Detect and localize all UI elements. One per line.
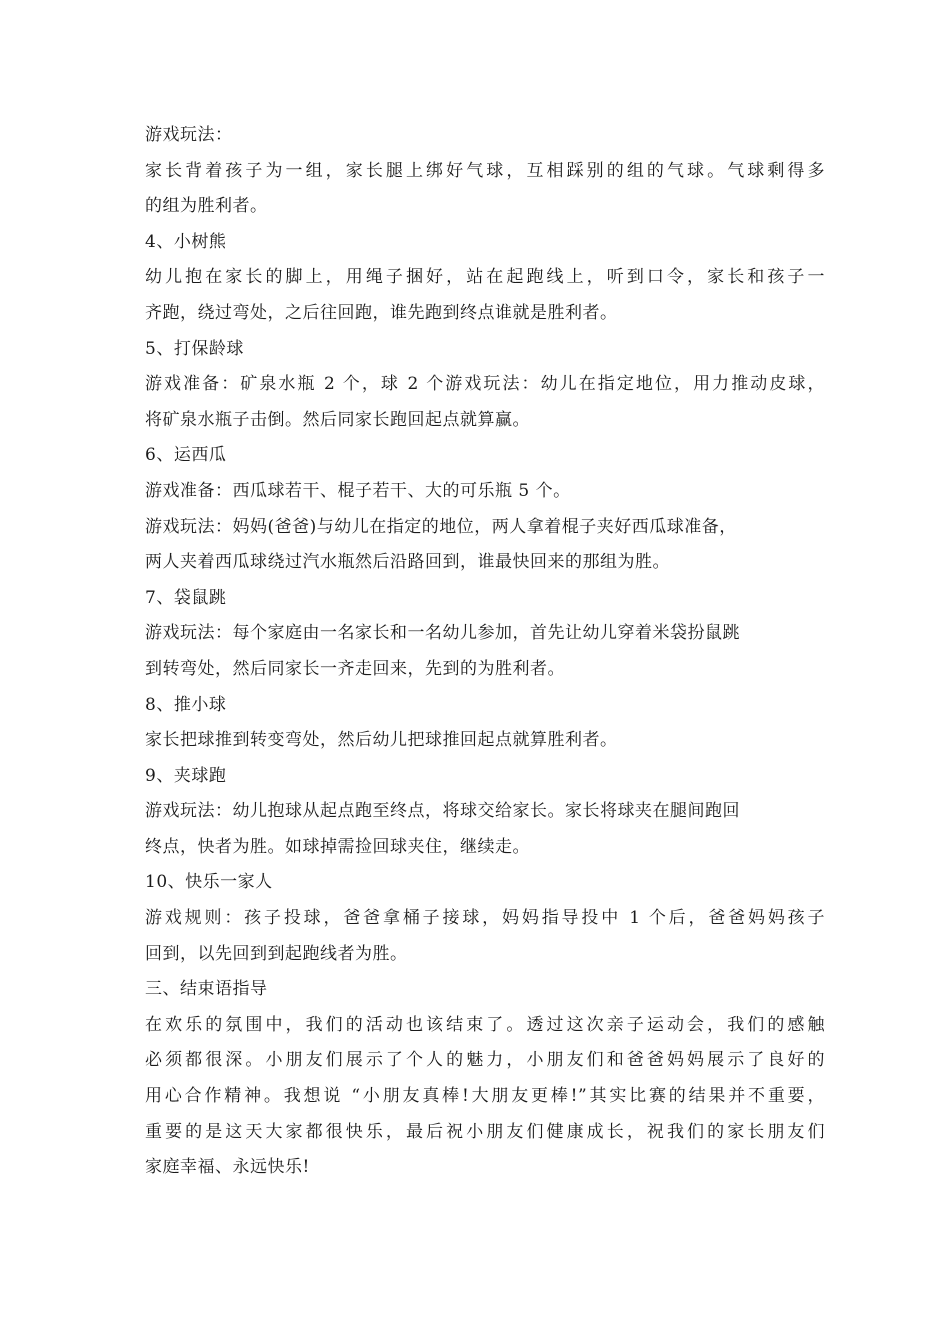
text-line: 游戏玩法：妈妈(爸爸)与幼儿在指定的地位，两人拿着棍子夹好西瓜球准备，	[145, 516, 737, 537]
text-line: 在欢乐的氛围中，我们的活动也该结束了。透过这次亲子运动会，我们的感触	[145, 1014, 825, 1035]
text-line: 到转弯处，然后同家长一齐走回来，先到的为胜利者。	[145, 658, 565, 679]
text-line: 齐跑，绕过弯处，之后往回跑，谁先跑到终点谁就是胜利者。	[145, 302, 618, 323]
document-body	[145, 118, 825, 1186]
text-line: 6、运西瓜	[145, 445, 227, 466]
text-line: 终点，快者为胜。如球掉需捡回球夹住，继续走。	[145, 836, 530, 857]
text-line: 家长背着孩子为一组，家长腿上绑好气球，互相踩别的组的气球。气球剩得多	[145, 160, 825, 181]
text-line: 7、袋鼠跳	[145, 587, 227, 608]
text-line: 10、快乐一家人	[145, 872, 273, 893]
text-line: 必须都很深。小朋友们展示了个人的魅力，小朋友们和爸爸妈妈展示了良好的	[145, 1050, 825, 1071]
text-line: 游戏规则：孩子投球，爸爸拿桶子接球，妈妈指导投中 1 个后，爸爸妈妈孩子	[145, 908, 825, 929]
text-line: 游戏准备：矿泉水瓶 2 个，球 2 个游戏玩法：幼儿在指定地位，用力推动皮球，	[145, 374, 825, 395]
text-line: 用心合作精神。我想说 “小朋友真棒!大朋友更棒!”其实比赛的结果并不重要，	[145, 1086, 825, 1107]
text-line: 的组为胜利者。	[145, 196, 268, 217]
text-line: 重要的是这天大家都很快乐，最后祝小朋友们健康成长，祝我们的家长朋友们	[145, 1121, 825, 1142]
text-line: 4、小树熊	[145, 231, 227, 252]
text-line: 游戏玩法：	[145, 125, 233, 145]
text-line: 5、打保龄球	[145, 338, 244, 359]
text-line: 回到，以先回到到起跑线者为胜。	[145, 943, 408, 964]
text-line: 三、结束语指导	[145, 979, 268, 1000]
text-line: 游戏玩法：幼儿抱球从起点跑至终点，将球交给家长。家长将球夹在腿间跑回	[145, 801, 740, 822]
text-line: 家长把球推到转变弯处，然后幼儿把球推回起点就算胜利者。	[145, 730, 618, 751]
text-line: 家庭幸福、永远快乐!	[145, 1157, 310, 1178]
text-line: 9、夹球跑	[145, 765, 227, 786]
text-line: 幼儿抱在家长的脚上，用绳子捆好，站在起跑线上，听到口令，家长和孩子一	[145, 267, 825, 288]
text-line: 8、推小球	[145, 694, 227, 715]
text-line: 游戏准备：西瓜球若干、棍子若干、大的可乐瓶 5 个。	[145, 480, 571, 501]
text-line: 将矿泉水瓶子击倒。然后同家长跑回起点就算赢。	[145, 409, 530, 430]
text-line: 两人夹着西瓜球绕过汽水瓶然后沿路回到，谁最快回来的那组为胜。	[145, 552, 670, 573]
text-line: 游戏玩法：每个家庭由一名家长和一名幼儿参加，首先让幼儿穿着米袋扮鼠跳	[145, 623, 740, 644]
